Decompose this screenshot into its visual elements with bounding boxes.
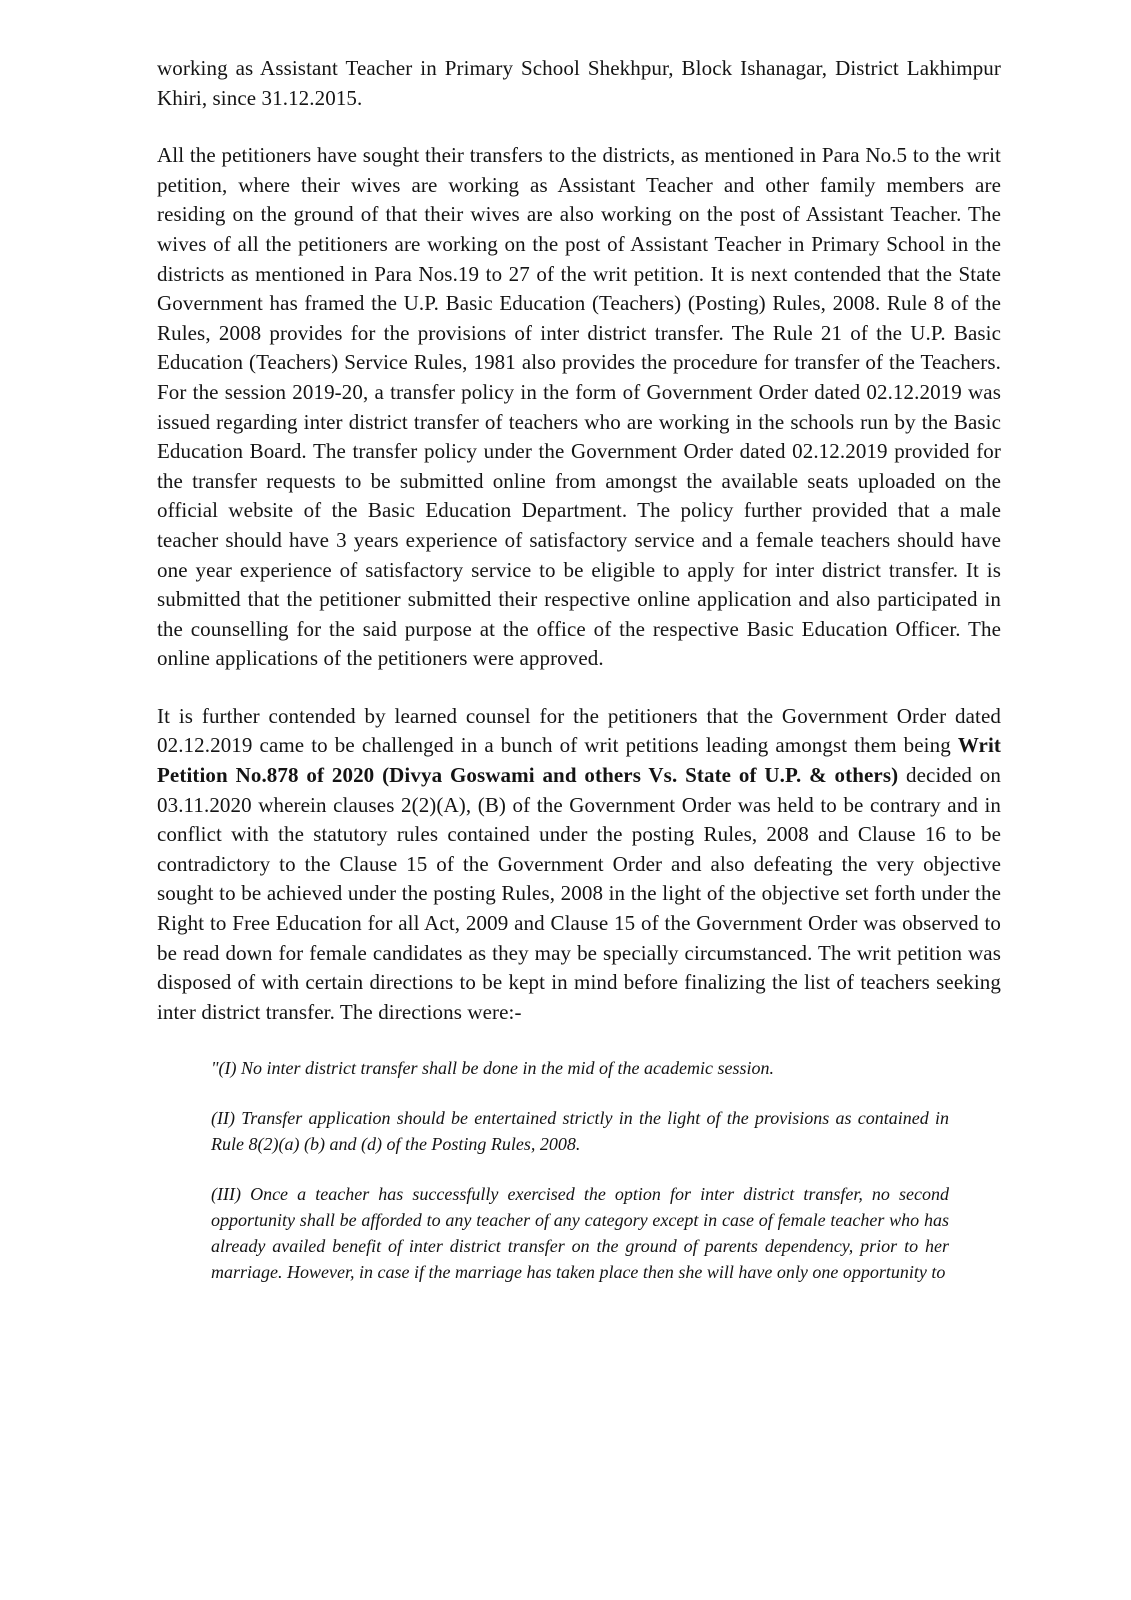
paragraph-contention-lead: It is further contended by learned counsel for the petitioners that the Government Order dated 02.12.2019 came to be challenged in a bunch of writ petitions leading amongst them being bbox=[157, 703, 1001, 758]
direction-item-1: "(I) No inter district transfer shall be done in the mid of the academic session. bbox=[211, 1058, 774, 1079]
paragraph-petitioners-transfers: All the petitioners have sought their transfers to the districts, as mentioned in Para No.5 to the writ petition, where their wives are working as Assistant Teacher and other family members are residing on the ground of that their wives are also working on the post of Assistant Teacher. The wives of all the petitioners are working on the post of Assistant Teacher in Primary School in the districts as mentioned in Para Nos.19 to 27 of the writ petition. It is next contended that the State Government has framed the U.P. Basic Education (Teachers) (Posting) Rules, 2008. Rule 8 of the Rules, 2008 provides for the provisions of inter district transfer. The Rule 21 of the U.P. Basic Education (Teachers) Service Rules, 1981 also provides the procedure for transfer of the Teachers. For the session 2019-20, a transfer policy in the form of Government Order dated 02.12.2019 was issued regarding inter district transfer of teachers who are working in the schools run by the Basic Education Board. The transfer policy under the Government Order dated 02.12.2019 provided for the transfer requests to be submitted online from amongst the available seats uploaded on the official website of the Basic Education Department. The policy further provided that a male teacher should have 3 years experience of satisfactory service and a female teachers should have one year experience of satisfactory service to be eligible to apply for inter district transfer. It is submitted that the petitioner submitted their respective online application and also participated in the counselling for the said purpose at the office of the respective Basic Education Officer. The online applications of the petitioners were approved. bbox=[157, 143, 1001, 671]
paragraph-intro: working as Assistant Teacher in Primary School Shekhpur, Block Ishanagar, District Lakhimpur Khiri, since 31.12.2015. bbox=[157, 56, 1001, 110]
quoted-directions-block bbox=[211, 1055, 1001, 1285]
direction-item-2: (II) Transfer application should be entertained strictly in the light of the provisions as contained in Rule 8(2)(a) (b) and (d) of the Posting Rules, 2008. bbox=[211, 1108, 949, 1155]
direction-item-3: (III) Once a teacher has successfully exercised the option for inter district transfer, no second opportunity shall be afforded to any teacher of any category except in case of female teacher who has already availed benefit of inter district transfer on the ground of parents dependency, prior to her marriage. However, in case if the marriage has taken place then she will have only one opportunity to bbox=[211, 1184, 949, 1283]
paragraph-contention-continuation: decided on 03.11.2020 wherein clauses 2(2)(A), (B) of the Government Order was held to be contrary and in conflict with the statutory rules contained under the posting Rules, 2008 and Clause 16 to be contradictory to the Clause 15 of the Government Order and also defeating the very objective sought to be achieved under the posting Rules, 2008 in the light of the objective set forth under the Right to Free Education for all Act, 2009 and Clause 15 of the Government Order was observed to be read down for female candidates as they may be specially circumstanced. The writ petition was disposed of with certain directions to be kept in mind before finalizing the list of teachers seeking inter district transfer. The directions were:- bbox=[157, 763, 1001, 1024]
paragraph-contention bbox=[157, 702, 1001, 1028]
writ-petition-citation: Writ Petition No.878 of 2020 (Divya Goswami and others Vs. State of U.P. & others) bbox=[157, 733, 1001, 788]
